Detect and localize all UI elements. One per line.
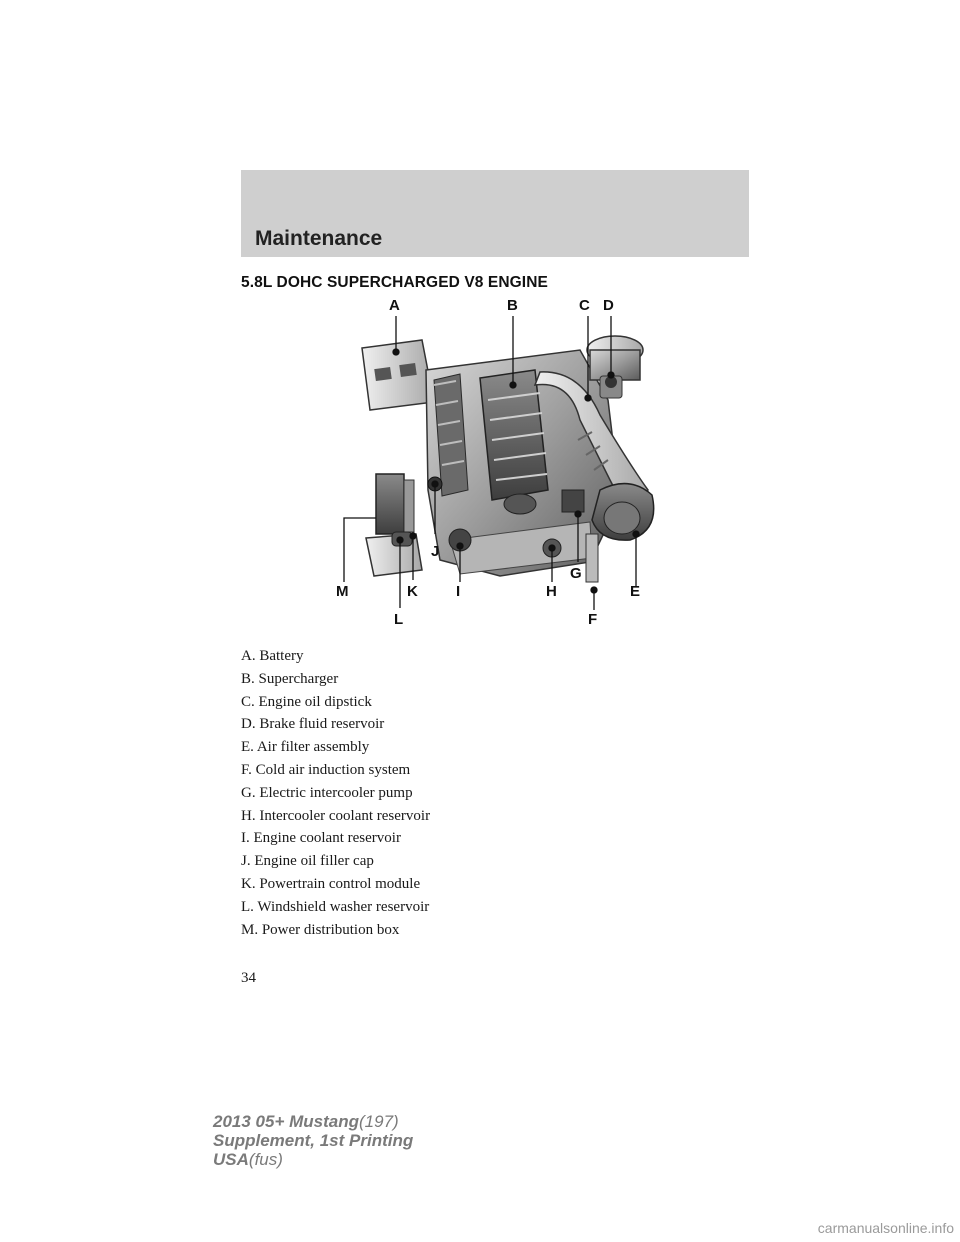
print-footer	[213, 1112, 413, 1169]
legend-item: B. Supercharger	[241, 670, 339, 687]
callout-i: I	[456, 583, 461, 600]
legend-item: F. Cold air induction system	[241, 761, 411, 778]
footer-model: 2013 05+ Mustang	[213, 1112, 359, 1131]
page-number: 34	[241, 970, 256, 986]
legend-item: H. Intercooler coolant reservoir	[241, 807, 431, 824]
callout-b: B	[507, 297, 518, 314]
legend-item: A. Battery	[241, 648, 304, 664]
callout-m: M	[336, 583, 349, 600]
legend-item: M. Power distribution box	[241, 921, 400, 938]
legend-item: C. Engine oil dipstick	[241, 693, 372, 710]
callout-f: F	[588, 611, 598, 628]
callout-d: D	[603, 297, 614, 314]
callout-h: H	[546, 583, 557, 600]
engine-diagram	[330, 290, 660, 630]
callout-k: K	[407, 583, 418, 600]
engine-illustration	[330, 290, 660, 630]
callout-g: G	[570, 565, 582, 582]
legend-item: G. Electric intercooler pump	[241, 784, 413, 801]
induction-duct-shape	[586, 534, 598, 582]
callout-j: J	[431, 543, 440, 560]
footer-printing: Supplement, 1st Printing	[213, 1131, 414, 1150]
legend-item: J. Engine oil filler cap	[241, 853, 374, 870]
callout-c: C	[579, 297, 590, 314]
callout-a: A	[389, 297, 400, 314]
legend-item: K. Powertrain control module	[241, 875, 421, 892]
watermark[interactable]: carmanualsonline.info	[817, 1220, 954, 1236]
power-distribution-box-shape	[376, 474, 414, 534]
header-band	[241, 170, 749, 257]
callout-e: E	[630, 583, 641, 600]
legend-item: E. Air filter assembly	[241, 739, 370, 756]
legend-item: D. Brake fluid reservoir	[241, 716, 385, 733]
legend-item: I. Engine coolant reservoir	[241, 830, 401, 847]
engine-title: 5.8L DOHC SUPERCHARGED V8 ENGINE	[241, 274, 548, 291]
footer-line-3	[213, 1150, 413, 1169]
legend-item: L. Windshield washer reservoir	[241, 898, 430, 915]
intercooler-pump-shape	[562, 490, 584, 512]
footer-market: USA	[213, 1150, 249, 1169]
footer-line-1	[213, 1112, 413, 1131]
callout-l: L	[394, 611, 404, 628]
footer-line-2	[213, 1131, 413, 1150]
component-legend	[241, 645, 430, 941]
footer-model-code: (197)	[359, 1112, 399, 1131]
section-title: Maintenance	[255, 227, 383, 250]
footer-market-code: (fus)	[248, 1150, 283, 1169]
